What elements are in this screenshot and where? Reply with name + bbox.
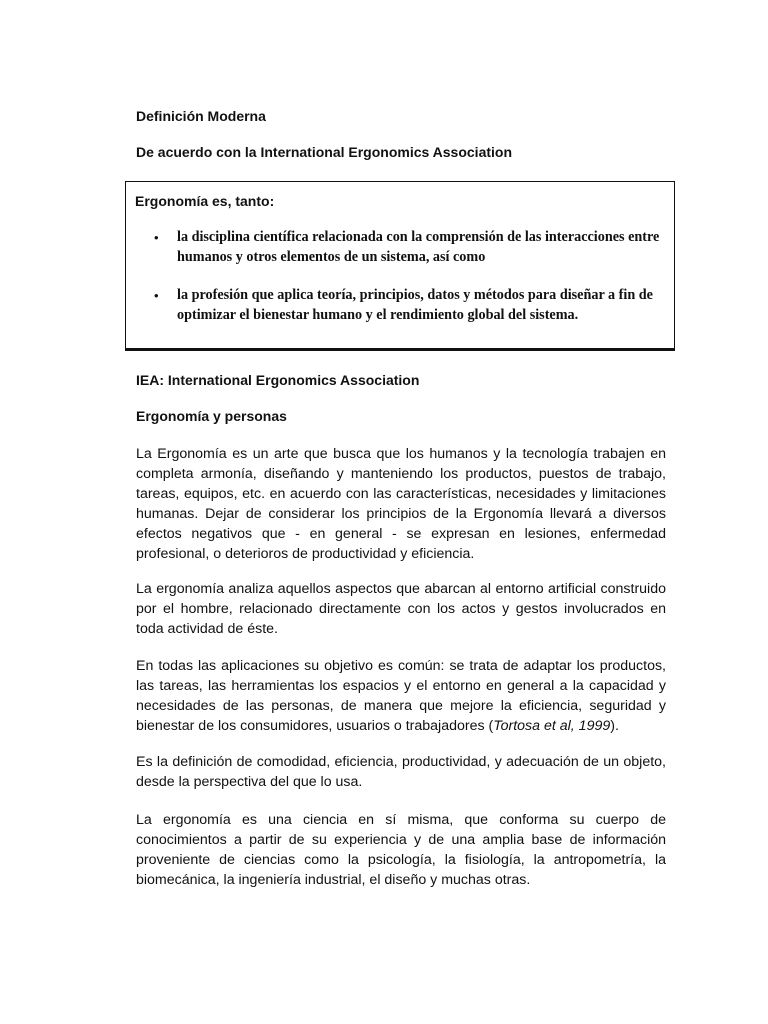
definition-item-profession	[126, 286, 666, 325]
paragraph-text-end: ).	[610, 718, 619, 734]
paragraph-ergonomics-art: La Ergonomía es un arte que busca que los humanos y la tecnología trabajen en completa armonía, diseñando y manteniendo los productos, puestos de trabajo, tareas, equipos, etc. en acuerdo con las características, necesidades y limitaciones humanas. Dejar de considerar los principios de la Ergonomía llevará a diversos efectos negativos que - en general - se expresan en lesiones, enfermedad profesional, o deterioros de productividad y eficiencia.	[136, 446, 666, 562]
definition-item-text: la profesión que aplica teoría, principios, datos y métodos para diseñar a fin de optimizar el bienestar humano y el rendimiento global del sistema.	[177, 287, 653, 323]
heading-ergonomics-and-people: Ergonomía y personas	[136, 408, 287, 424]
citation: Tortosa et al, 1999	[493, 718, 611, 734]
definition-item-text: la disciplina científica relacionada con la comprensión de las interacciones entre humanos y otros elementos de un sistema, así como	[177, 229, 660, 265]
paragraph-comfort-definition: Es la definición de comodidad, eficiencia, productividad, y adecuación de un objeto, desde la perspectiva del que lo usa.	[136, 754, 666, 790]
definition-item-discipline	[126, 228, 666, 267]
heading-modern-definition: Definición Moderna	[136, 108, 266, 124]
paragraph-text: En todas las aplicaciones su objetivo es común: se trata de adaptar los productos, las tareas, las herramientas los espacios y el entorno en general a la capacidad y necesidades de las personas, de manera que mejore la eficiencia, seguridad y bienestar de los consumidores, usuarios o trabajadores (	[136, 658, 666, 734]
paragraph-common-objective	[136, 656, 666, 736]
paragraph-science: La ergonomía es una ciencia en sí misma, que conforma su cuerpo de conocimientos a partir de su experiencia y de una amplia base de información proveniente de ciencias como la psicología, la fisiología, la antropometría, la biomecánica, la ingeniería industrial, el diseño y muchas otras.	[136, 812, 666, 888]
bullet-icon: •	[154, 230, 159, 245]
paragraph-artificial-environment: La ergonomía analiza aquellos aspectos que abarcan al entorno artificial construido por el hombre, relacionado directamente con los actos y gestos involucrados en toda actividad de éste.	[136, 581, 666, 637]
heading-iea-acronym: IEA: International Ergonomics Association	[136, 372, 420, 388]
definition-box	[125, 181, 675, 351]
heading-iea-reference: De acuerdo con la International Ergonomics Association	[136, 144, 513, 160]
bullet-icon: •	[154, 288, 159, 303]
definition-list	[126, 228, 666, 344]
definition-box-title: Ergonomía es, tanto:	[135, 193, 275, 209]
